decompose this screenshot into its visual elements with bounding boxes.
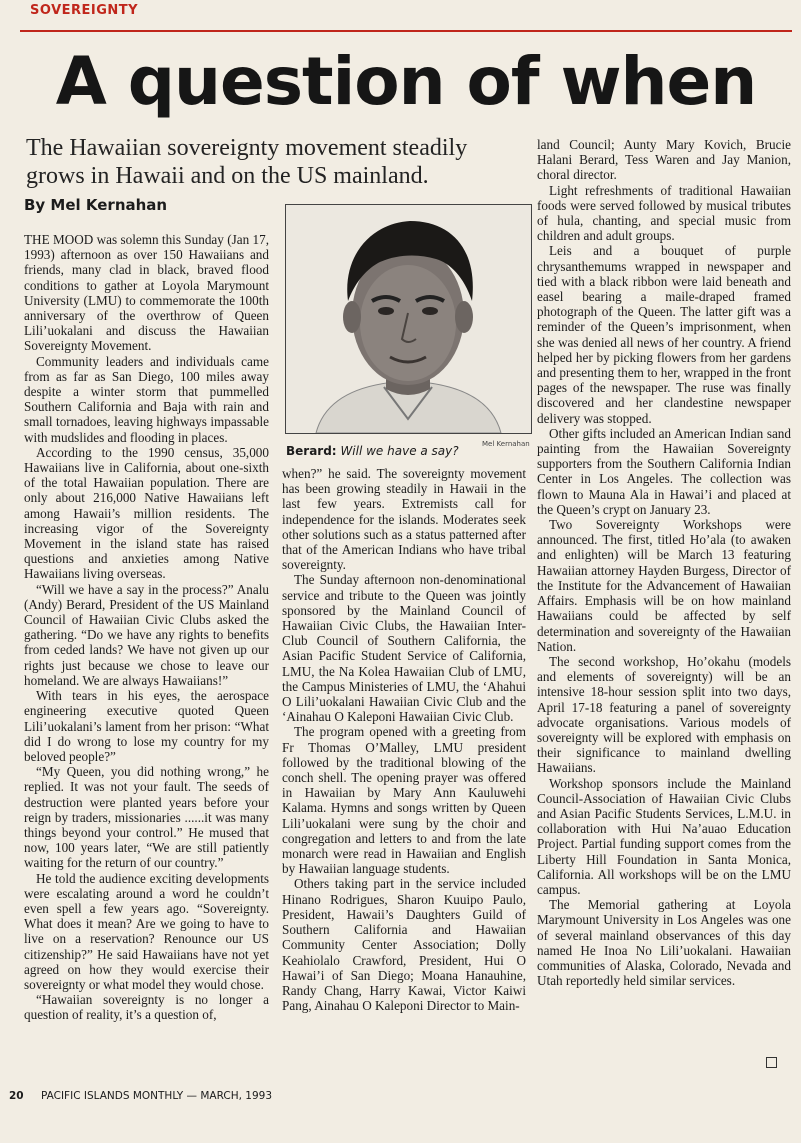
column-3 bbox=[537, 137, 791, 988]
paragraph: With tears in his eyes, the aerospace engineering executive quoted Queen Lili’uokalani’s lament from her prison: “What did I do wrong to lose my country for my beloved people?” bbox=[24, 688, 269, 764]
page-footer bbox=[9, 1090, 272, 1102]
deck: The Hawaiian sovereignty movement steadily grows in Hawaii and on the US mainland. bbox=[26, 135, 468, 189]
headline: A question of when bbox=[55, 43, 757, 120]
paragraph: Light refreshments of traditional Hawaiian foods were served followed by musical tributes of hula, chanting, and special music from children and adult groups. bbox=[537, 182, 791, 244]
section-label: SOVEREIGNTY bbox=[30, 3, 139, 18]
page-number: 20 bbox=[9, 1090, 24, 1102]
portrait-photo bbox=[285, 204, 532, 434]
paragraph: The second workshop, Ho’okahu (models and elements of sovereignty) will be an intensive 18-hour session split into two days, April 17-18 featuring a panel of sovereignty advocate organisations. Various models of sovereignty will be explored with emphasis on their significance to mainland dwelling Hawaiians. bbox=[537, 653, 791, 776]
paragraph: He told the audience exciting developments were escalating around a word he couldn’t even spell a few years ago. “Sovereignty. What does it mean? Are we going to have to live on a reservation? Renounce our US citizenship?” He said Hawaiians have not yet agreed on how they would exercise their sovereignty or what model they would chose. bbox=[24, 870, 269, 992]
paragraph: Community leaders and individuals came from as far as San Diego, 100 miles away despite a winter storm that pummelled Southern California and Baja with rain and small tornadoes, leaving highways impassable with mudslides and flooding in places. bbox=[24, 353, 269, 445]
paragraph: Other gifts included an American Indian sand painting from the Hawaiian Sovereignty supporters from the Southern California Indian Center in Los Angeles. The collection was flown to Mauna Ala in Hawai’i and placed at the Queen’s crypt on January 23. bbox=[537, 425, 791, 517]
paragraph: Leis and a bouquet of purple chrysanthemums wrapped in newspaper and tied with a black ribbon were laid beneath and easel bearing a maile-draped framed photograph of the Queen. The latter gift was a reminder of the Queen’s imprisonment, when she was denied all news of her country. A friend helped her by picking flowers from her gardens and presenting them to her, wrapped in the front pages of the newspaper. The ruse was finally discovered and her clandestine newspaper delivery was stopped. bbox=[537, 243, 791, 426]
paragraph: “Will we have a say in the process?” Analu (Andy) Berard, President of the US Mainland Council of Hawaiian Civic Clubs asked the gathering. “Do we have any rights to benefits from ceded lands? We have not given up our rights just because we chose to leave our homeland. We are always Hawaiians!” bbox=[24, 581, 269, 688]
byline: By Mel Kernahan bbox=[24, 196, 168, 214]
paragraph: The program opened with a greeting from Fr Thomas O’Malley, LMU president followed by the traditional blowing of the conch shell. The opening prayer was offered in Hawaiian by Mary Ann Kauluwehi Kalama. Hymns and songs written by Queen Lili’uokalani were sung by the choir and congregation and letters to and from the late monarch were read in Hawaiian and English by Hawaiian language students. bbox=[282, 724, 526, 877]
paragraph: According to the 1990 census, 35,000 Hawaiians live in California, about one-sixth of the total Hawaiian population. There are only about 216,000 Native Hawaiians left among Hawaii’s million residents. The increasing vigor of the Sovereignty Movement in the island state has raised questions and anxieties among Native Hawaiians living overseas. bbox=[24, 444, 269, 582]
paragraph: “My Queen, you did nothing wrong,” he replied. It was not your fault. The seeds of destruction were planted years before your reign by traders, missionaries ......it was many things beyond your control.” He mused that now, 100 years later, “We are still patiently waiting for the return of our country.” bbox=[24, 764, 269, 871]
paragraph: when?” he said. The sovereignty movement has been growing steadily in Hawaii in the last few years. Extremists call for independence for the islands. Moderates seek other solutions such as a status patterned after that of the American Indians who have tribal sovereignty. bbox=[282, 466, 526, 573]
portrait-illustration bbox=[286, 205, 531, 433]
photo-caption bbox=[286, 444, 531, 458]
paragraph: “Hawaiian sovereignty is no longer a question of reality, it’s a question of, bbox=[24, 992, 269, 1023]
end-of-article-mark bbox=[766, 1057, 777, 1068]
column-1 bbox=[24, 232, 269, 1023]
paragraph: THE MOOD was solemn this Sunday (Jan 17, 1993) afternoon as over 150 Hawaiians and friends, many clad in black, braved flood conditions to gather at Loyola Marymount University (LMU) to commemorate the 100th anniversary of the overthrow of Queen Lili’uokalani and discuss the Hawaiian Sovereignty Movement. bbox=[24, 232, 269, 354]
paragraph: Others taking part in the service included Hinano Rodrigues, Sharon Kuuipo Paulo, President, Hawaii’s Daughters Guild of Southern California and Hawaiian Community Center Association; Dolly Keahiolalo Crawford, President, Hui O Hawai’i of San Diego; Moana Hanauhine, Randy Chang, Harry Kawai, Victor Kaiwi Pang, Ainahau O Kaleponi Director to Main- bbox=[282, 876, 526, 1014]
publication-line: PACIFIC ISLANDS MONTHLY — MARCH, 1993 bbox=[40, 1090, 273, 1102]
caption-lead: Berard: bbox=[286, 444, 337, 458]
paragraph: The Sunday afternoon non-denominational service and tribute to the Queen was jointly sponsored by the Mainland Council of Hawaiian Civic Clubs, the Hawaiian Inter-Club Council of Southern California, the Asian Pacific Student Service of California, LMU, the Na Kolea Hawaiian Club of LMU, the Campus Ministeries of LMU, the ‘Ahahui O Lili’uokalani Hawaiian Civic Club and the ‘Ainahau O Kaleponi Hawaiian Civic Club. bbox=[282, 572, 526, 725]
photo-credit: Mel Kernahan bbox=[482, 440, 530, 448]
paragraph: Two Sovereignty Workshops were announced. The first, titled Ho’ala (to awaken and enlighten) will be March 13 featuring Hawaiian attorney Hayden Burgess, Director of the Institute for the Advancement of Hawaiian Affairs. Emphasis will be on how mainland Hawaiians could be affected by self determination and sovereignty of the Hawaiian Nation. bbox=[537, 517, 791, 654]
caption-text: Will we have a say? bbox=[340, 444, 459, 458]
paragraph: land Council; Aunty Mary Kovich, Brucie Halani Berard, Tess Waren and Jay Manion, choral director. bbox=[537, 137, 791, 183]
column-2 bbox=[282, 466, 526, 1013]
paragraph: The Memorial gathering at Loyola Marymount University in Los Angeles was one of several mainland observances of this day named He Inoa No Lili’uokalani. Hawaiian communities of Alaska, Colorado, Nevada and Utah reportedly held similar services. bbox=[537, 897, 791, 989]
paragraph: Workshop sponsors include the Mainland Council-Association of Hawaiian Civic Clubs and Asian Pacific Students Services, L.M.U. in collaboration with Hui Na’auao Education Project. Partial funding support comes from the Liberty Hill Foundation in Santa Monica, California. All workshops will be on the LMU campus. bbox=[537, 775, 791, 897]
